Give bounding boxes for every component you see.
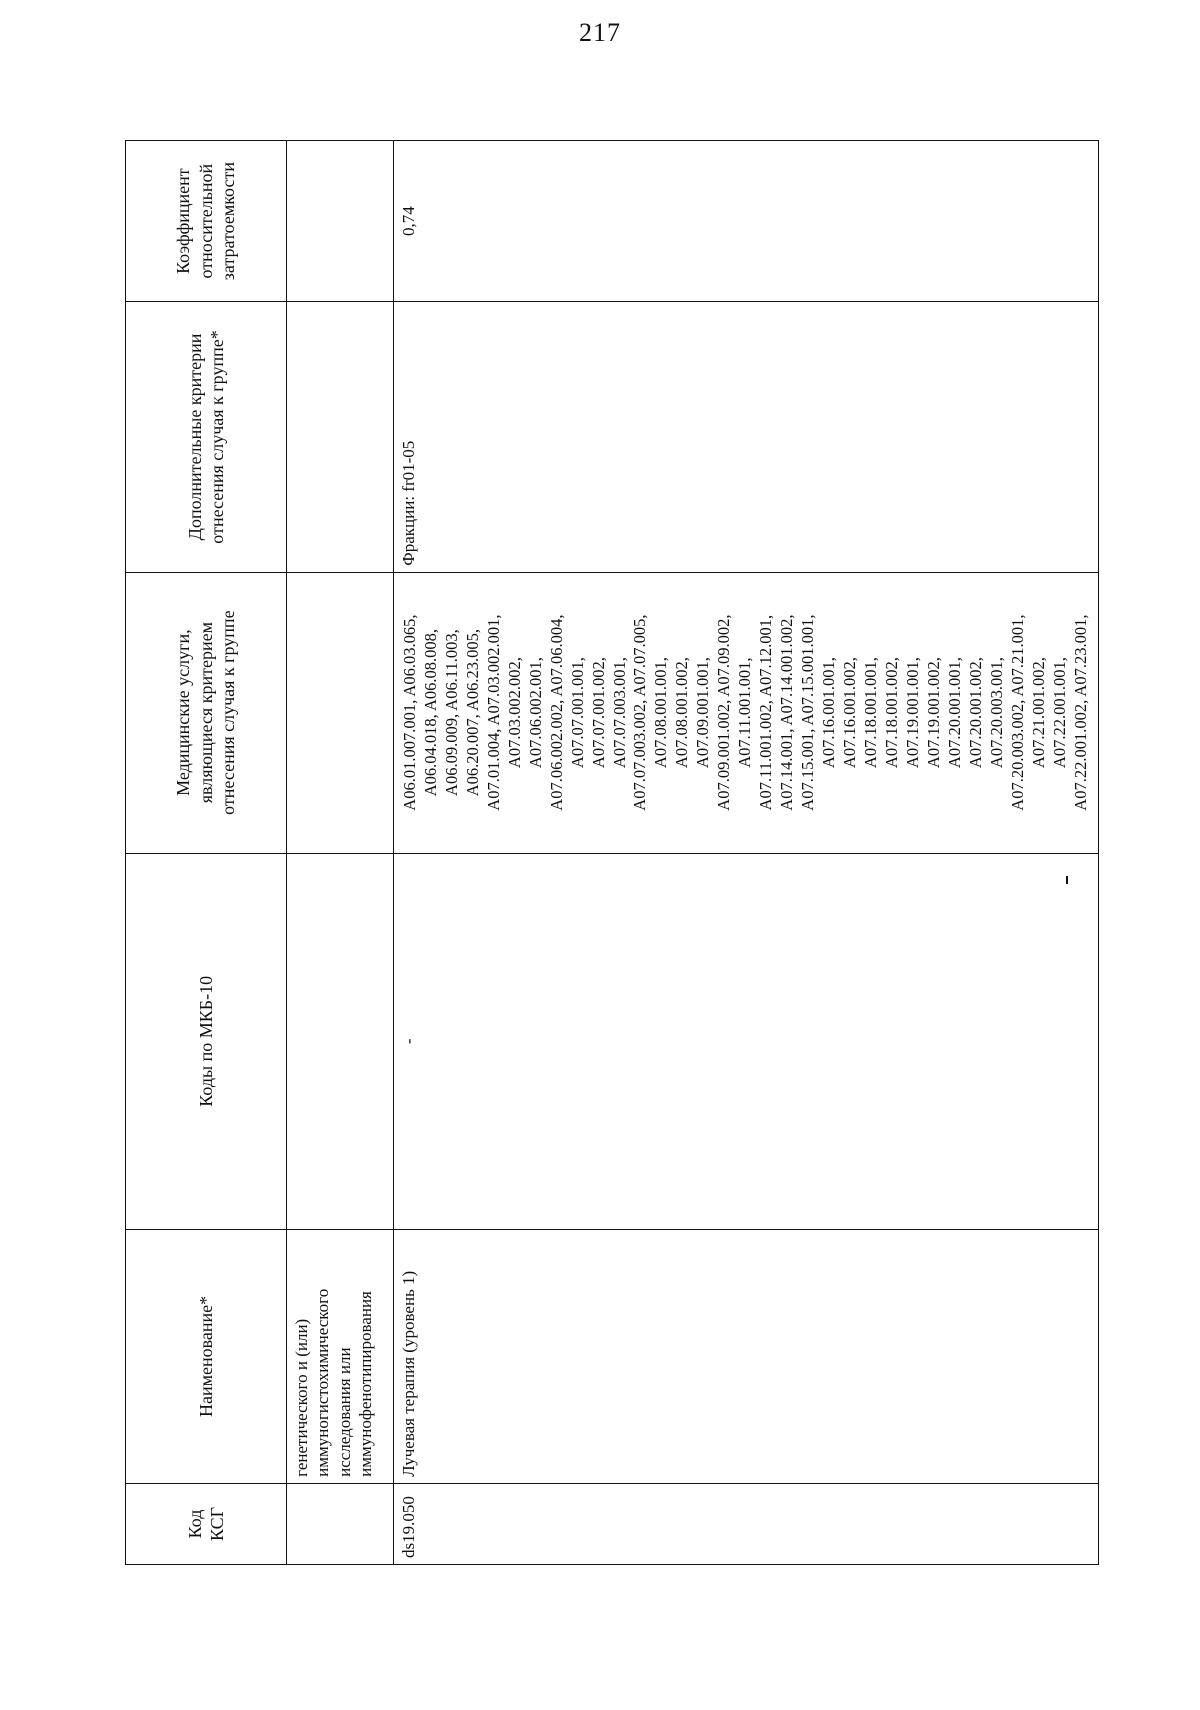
service-code-line: A07.14.001, A07.14.001.002, <box>777 614 797 811</box>
row-code-cell: ds19.050 <box>394 1483 1099 1564</box>
service-code-line: A06.01.007.001, A06.03.065, <box>400 614 419 811</box>
cont-name-cell: генетического и (или) иммуногистохимического исследования или иммунофенотипирования <box>287 1230 394 1484</box>
table-row <box>394 141 1099 1565</box>
service-code-line: A07.21.001.002, <box>1028 657 1048 769</box>
header-mkb: Коды по МКБ-10 <box>126 853 287 1230</box>
service-code-line: A07.06.002.002, A07.06.004, <box>546 614 566 811</box>
service-code-line: A07.09.001.002, A07.09.002, <box>714 614 734 811</box>
service-code-line: A07.20.001.001, <box>944 657 964 769</box>
header-services: Медицинские услуги, являющиеся критерием отнесения случая к группе <box>126 572 287 853</box>
rotated-table-container <box>125 140 1090 1565</box>
cont-code-cell <box>287 1483 394 1564</box>
service-code-line: A07.03.002.002, <box>504 657 524 769</box>
cont-services-cell <box>287 572 394 853</box>
service-code-line: A07.22.001.002, A07.23.001, <box>1070 614 1090 811</box>
service-code-line: A07.18.001.001, <box>860 657 880 769</box>
scan-speck <box>1066 876 1068 884</box>
service-code-line: A07.06.002.001, <box>525 657 545 769</box>
service-code-line: A07.20.003.001, <box>986 657 1006 769</box>
service-code-line: A07.20.003.002, A07.21.001, <box>1007 614 1027 811</box>
service-code-line: A06.09.009, A06.11.003, <box>441 629 461 796</box>
service-code-line: A07.07.001.002, <box>588 657 608 769</box>
row-services-cell <box>394 572 1099 853</box>
service-code-line: A07.15.001, A07.15.001.001, <box>798 614 818 811</box>
header-name: Наименование* <box>126 1230 287 1484</box>
service-code-line: A07.19.001.001, <box>902 657 922 769</box>
service-code-line: A07.20.001.002, <box>965 657 985 769</box>
row-mkb-cell: - <box>394 853 1099 1230</box>
header-additional: Дополнительные критерии отнесения случая к группе* <box>126 302 287 572</box>
row-additional-cell: Фракции: fr01-05 <box>394 302 1099 572</box>
service-code-line: A06.04.018, A06.08.008, <box>420 628 440 797</box>
service-code-line: A07.16.001.001, <box>819 657 839 769</box>
cont-coef-cell <box>287 141 394 302</box>
page-number: 217 <box>579 18 621 47</box>
ksg-table <box>125 140 1099 1565</box>
header-code: Код КСГ <box>126 1483 287 1564</box>
service-code-line: A07.22.001.001, <box>1049 657 1069 769</box>
services-list <box>400 577 1091 849</box>
service-code-line: A07.01.004, A07.03.002.001, <box>483 614 503 811</box>
header-row <box>126 141 287 1565</box>
service-code-line: A07.07.003.001, <box>609 657 629 769</box>
service-code-line: A06.20.007, A06.23.005, <box>462 628 482 797</box>
service-code-line: A07.07.003.002, A07.07.005, <box>630 614 650 811</box>
service-code-line: A07.08.001.002, <box>672 657 692 769</box>
service-code-line: A07.19.001.002, <box>923 657 943 769</box>
service-code-line: A07.11.001.002, A07.12.001, <box>756 614 776 811</box>
service-code-line: A07.08.001.001, <box>651 657 671 769</box>
service-code-line: A07.11.001.001, <box>735 657 755 768</box>
cont-additional-cell <box>287 302 394 572</box>
service-code-line: A07.07.001.001, <box>567 657 587 769</box>
continuation-row <box>287 141 394 1565</box>
row-name-cell: Лучевая терапия (уровень 1) <box>394 1230 1099 1484</box>
service-code-line: A07.09.001.001, <box>693 657 713 769</box>
service-code-line: A07.16.001.002, <box>840 657 860 769</box>
header-coef: Коэффициент относительной затратоемкости <box>126 141 287 302</box>
service-code-line: A07.18.001.002, <box>881 657 901 769</box>
cont-mkb-cell <box>287 853 394 1230</box>
row-coef-cell: 0,74 <box>394 141 1099 302</box>
